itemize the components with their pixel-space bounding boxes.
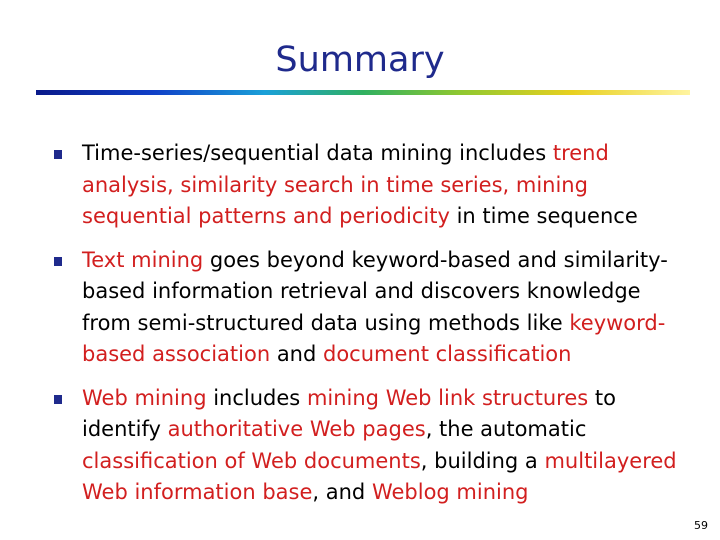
highlighted-text: classification of Web documents xyxy=(82,448,421,473)
highlighted-text: mining Web link structures xyxy=(306,385,589,410)
bullet-list xyxy=(48,138,688,521)
bullet-item xyxy=(48,245,688,371)
highlighted-text: Text mining xyxy=(82,247,204,272)
text-segment: Time-series/sequential data mining includes xyxy=(82,141,553,165)
highlighted-text: trend analysis, similarity search in time series, mining sequential patterns and periodicity xyxy=(82,141,609,228)
bullet-text xyxy=(82,386,677,505)
highlighted-text: authoritative Web pages xyxy=(167,417,426,441)
bullet-text xyxy=(82,248,668,367)
text-segment: and xyxy=(270,342,323,366)
text-segment: , building a xyxy=(420,448,545,473)
text-segment: , the automatic xyxy=(425,417,587,441)
text-segment: goes beyond keyword-based and similarity-based information retrieval and discovers knowledge from semi-structured data using methods like xyxy=(82,247,668,335)
square-bullet-icon xyxy=(54,257,62,266)
bullet-item xyxy=(48,138,688,233)
text-segment: includes xyxy=(206,385,307,410)
page-number: 59 xyxy=(694,519,708,532)
highlighted-text: Weblog mining xyxy=(371,480,529,504)
highlighted-text: multilayered Web information base xyxy=(82,448,677,504)
highlighted-text: document classification xyxy=(323,342,572,366)
highlighted-text: Web mining xyxy=(82,385,207,410)
square-bullet-icon xyxy=(54,150,62,159)
square-bullet-icon xyxy=(54,395,62,404)
text-segment: , and xyxy=(312,480,372,504)
slide-title: Summary xyxy=(275,40,445,80)
text-segment: to identify xyxy=(82,385,616,441)
text-segment: in time sequence xyxy=(449,204,638,228)
highlighted-text: keyword-based association xyxy=(82,310,666,366)
bullet-item xyxy=(48,383,688,509)
bullet-text xyxy=(82,141,638,228)
title-divider xyxy=(36,90,690,95)
